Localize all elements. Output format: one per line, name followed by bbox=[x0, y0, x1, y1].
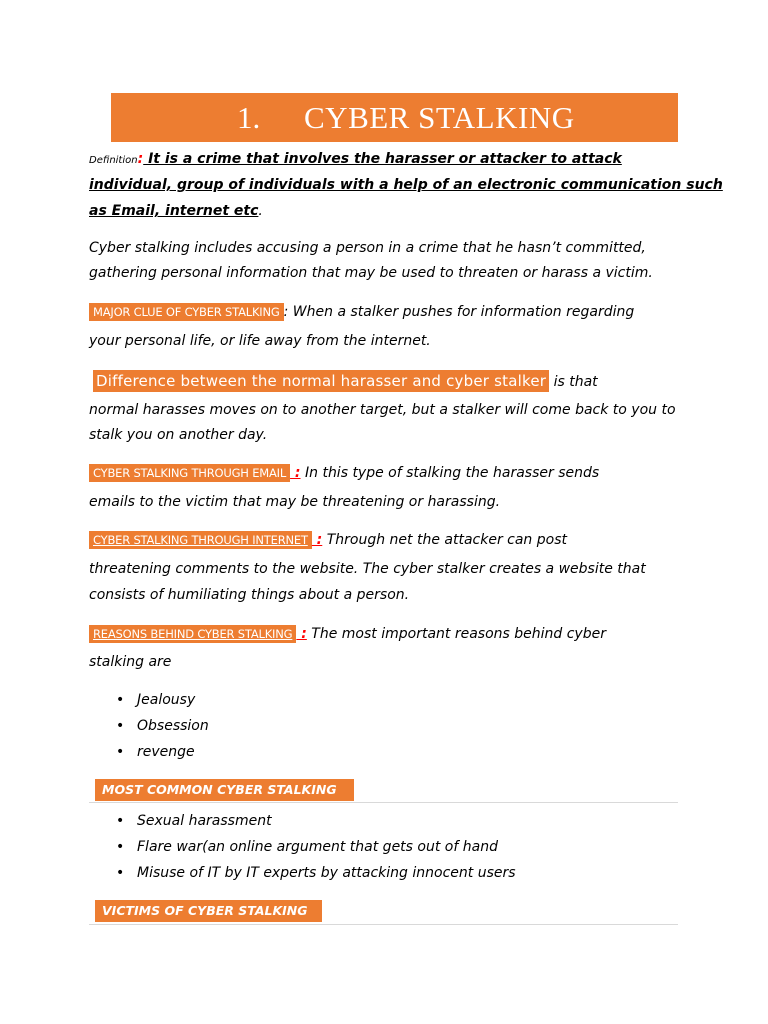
reasons-line-1 bbox=[89, 625, 689, 643]
definition-line-3 bbox=[89, 202, 689, 220]
bullet-dot: • bbox=[116, 744, 125, 760]
major-clue-tag: MAJOR CLUE OF CYBER STALKING bbox=[89, 303, 284, 321]
internet-text-1: Through net the attacker can post bbox=[322, 532, 567, 548]
section-rule bbox=[89, 802, 678, 803]
difference-line-2: normal harasses moves on to another target, but a stalker will come back to you to bbox=[89, 402, 676, 418]
major-clue-line-1 bbox=[89, 303, 689, 321]
internet-line-2: threatening comments to the website. The cyber stalker creates a website that bbox=[89, 561, 646, 577]
reason-item: revenge bbox=[137, 744, 195, 760]
internet-line-1 bbox=[89, 531, 689, 549]
common-item: Sexual harassment bbox=[137, 813, 272, 829]
internet-colon: : bbox=[311, 532, 323, 548]
email-line-2: emails to the victim that may be threatening or harassing. bbox=[89, 494, 501, 510]
major-clue-line-2: your personal life, or life away from the internet. bbox=[89, 333, 431, 349]
most-common-heading bbox=[95, 779, 354, 801]
victims-heading bbox=[95, 900, 322, 922]
email-tag: CYBER STALKING THROUGH EMAIL bbox=[89, 464, 290, 482]
section-rule bbox=[89, 924, 678, 925]
reasons-text-1: The most important reasons behind cyber bbox=[306, 626, 606, 642]
definition-label: Definition bbox=[89, 155, 138, 166]
intro-line-1: Cyber stalking includes accusing a person in a crime that he hasn’t committed, bbox=[89, 240, 646, 256]
email-text-1: In this type of stalking the harasser sends bbox=[300, 465, 600, 481]
common-item: Misuse of IT by IT experts by attacking innocent users bbox=[137, 865, 516, 881]
difference-line-1 bbox=[93, 372, 693, 391]
internet-line-3: consists of humiliating things about a person. bbox=[89, 587, 410, 603]
definition-text-2: individual, group of individuals with a help of an electronic communication such bbox=[89, 177, 723, 193]
definition-line-1 bbox=[89, 150, 689, 170]
major-clue-text-1: : When a stalker pushes for information regarding bbox=[283, 304, 635, 320]
bullet-dot: • bbox=[116, 865, 125, 881]
email-line-1 bbox=[89, 464, 689, 482]
intro-line-2: gathering personal information that may be used to threaten or harass a victim. bbox=[89, 265, 653, 281]
victims-heading-text: VICTIMS OF CYBER STALKING bbox=[102, 903, 308, 918]
common-item: Flare war(an online argument that gets out of hand bbox=[137, 839, 498, 855]
bullet-dot: • bbox=[116, 718, 125, 734]
difference-text-1: is that bbox=[549, 374, 598, 390]
bullet-dot: • bbox=[116, 692, 125, 708]
reasons-tag: REASONS BEHIND CYBER STALKING bbox=[89, 625, 296, 643]
definition-text-3: as Email, internet etc bbox=[89, 203, 259, 219]
bullet-dot: • bbox=[116, 839, 125, 855]
definition-period: . bbox=[258, 203, 263, 219]
internet-tag: CYBER STALKING THROUGH INTERNET bbox=[89, 531, 312, 549]
page-title: CYBER STALKING bbox=[304, 100, 575, 135]
definition-line-2 bbox=[89, 176, 723, 194]
bullet-dot: • bbox=[116, 813, 125, 829]
reason-item: Obsession bbox=[137, 718, 209, 734]
reasons-line-2: stalking are bbox=[89, 654, 172, 670]
reasons-colon: : bbox=[296, 626, 307, 642]
difference-line-3: stalk you on another day. bbox=[89, 427, 268, 443]
title-number: 1. bbox=[237, 100, 261, 135]
difference-tag: Difference between the normal harasser and cyber stalker bbox=[93, 370, 549, 392]
email-colon: : bbox=[290, 465, 301, 481]
most-common-heading-text: MOST COMMON CYBER STALKING bbox=[102, 782, 337, 797]
reason-item: Jealousy bbox=[137, 692, 196, 708]
definition-colon: : bbox=[137, 151, 144, 167]
definition-text-1: It is a crime that involves the harasser or attacker to attack bbox=[143, 151, 622, 167]
